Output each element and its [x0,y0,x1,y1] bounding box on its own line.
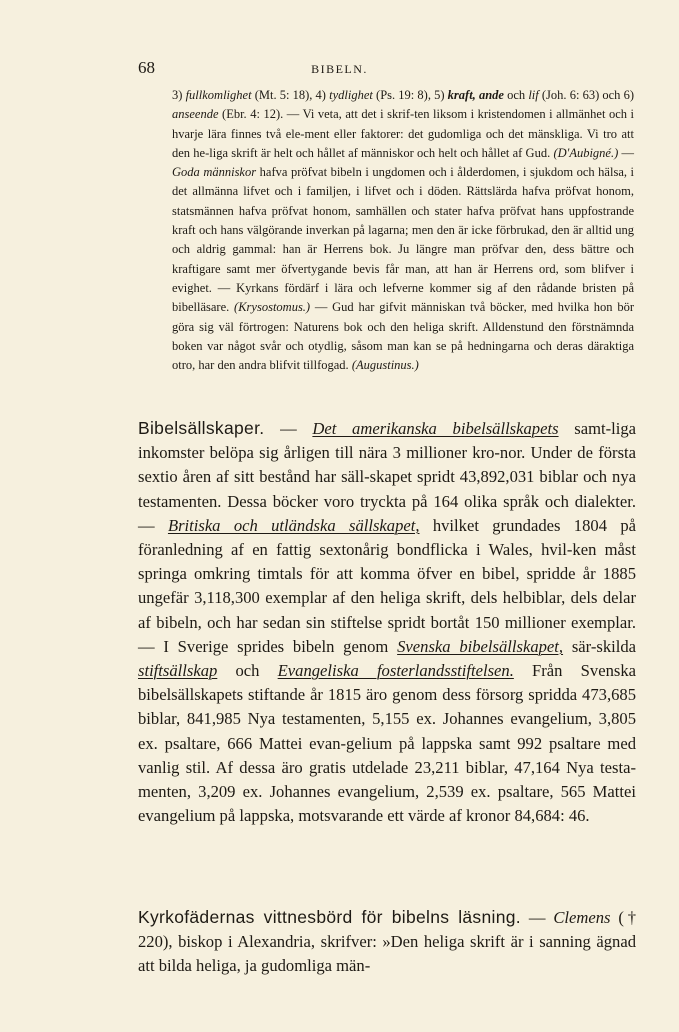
emphasis: stiftsällskap [138,661,218,681]
emphasis: lif [528,88,539,102]
text-run: hafva pröfvat bibeln i ungdomen och i ålderdomen, i sjukdom och hälsa, i det allmänna lifvet och i familjen, i lifvet och i döden. Rättslärda hafva pröfvat honom, statsmännen hafva pröfvat honom, samhällen och stater hafva pröfvat hans uppfostrande kraft och hans välgörande inverkan på lagarna; men den är icke förbrukad, den är alltid ung och aldrig gammal: han är Herrens bok. Ju längre man pröfvar den, dess bättre och kraftigare samt mer öfvertygande bevis får man, att han är Herrens ord, som blifver i evighet. — Kyrkans fördärf i lära och lefverne kommer sig af den rådande bristen på bibelläsare. [172,165,635,315]
text-run: hvilket grundades 1804 på föranledning af en fattig sextonårig bondflicka i Wales, hvil-ken måst springa omkring timtals för att komma öfver en bibel, spridde år 1885 ungefär 3,118,300 exemplar af den heliga skrift, dels helbiblar, dels delar af bibeln, och har sedan sin stiftelse spridt bortåt 150 millioner exemplar. — I Sverige sprides bibeln genom [138,515,636,656]
section-kyrkofaderna [138,905,636,979]
text-run: — [618,145,635,160]
attribution: (D'Aubigné.) [553,145,619,160]
text-run: — [264,419,313,438]
text-run: (Ps. 19: 8), 5) [372,88,448,102]
text-run: 3) [172,88,186,102]
section-heading: Kyrkofädernas vittnesbörd för bibelns läsning. [138,907,521,927]
section-paragraph [138,416,636,828]
text-run: (Mt. 5: 18), 4) [251,88,330,102]
attribution: (Krysostomus.) [234,300,311,315]
text-run: och [503,88,529,102]
emphasis: anseende [172,107,219,122]
text-run: samt-liga inkomster belöpa sig årligen till nära 3 millioner kro-nor. Under de första sextio åren af sitt bestånd har säll-skapet spridt 43,892,031 biblar och nya testamenten. Dessa böcker voro tryckta på 164 olika språk och dialekter. — [138,419,636,535]
emphasis: Evangeliska fosterlandsstiftelsen. [277,661,514,681]
quotation-block [172,86,634,375]
text-run: (Ebr. 4: 12). — Vi veta, att det i skrif-ten liksom i kristendomen i allmänhet och i hvarje lära finnes två ele-ment eller faktorer: det gudomliga och det mänskliga. Vi tro att den he-liga skrift är helt och hållet af människor och helt och hållet af Gud. [172,107,634,160]
attribution: (Augustinus.) [351,358,419,373]
running-head: BIBELN. [311,62,368,76]
text-run: — Gud har gifvit människan två böcker, med hvilka hon bör göra sig väl förtrogen: Naturens bok och den heliga skrift. Alldenstund den förstnämnda boken var något svår och otydlig, såsom man kan se på hedningarna och deras däraktiga otro, har den andra blifvit tillfogad. [172,300,634,373]
text-run: sär-skilda [563,636,637,656]
emphasis: Britiska och utländska sällskapet, [167,515,420,535]
page-number: 68 [138,58,155,77]
text-run: — [520,908,554,927]
text-run: (Joh. 6: 63) och 6) [538,88,634,102]
text-run: och [217,661,278,681]
emphasis: Goda människor [172,165,257,180]
emphasis: fullkomlighet [185,88,252,102]
section-paragraph [138,905,636,979]
section-bibelsallskaper [138,416,636,828]
emphasis: Svenska bibelsällskapet, [397,636,564,656]
quotation-paragraph [172,86,634,375]
emphasis: tydlighet [329,88,373,102]
emphasis: kraft, ande [447,88,504,102]
text-run: Från Svenska bibelsällskapets stiftande år 1815 äro genom dess försorg spridda 473,685 biblar, 841,985 Nya testamenten, 5,155 ex. Johannes evangelium, 3,805 ex. psaltare, 666 Mattei evan-gelium på lappska samt 992 psaltare med vanlig stil. Af dessa äro gratis utdelade 23,211 biblar, 47,164 Nya testa-menten, 3,209 ex. Johannes evangelium, 2,539 ex. psaltare, 565 Mattei evangelium på lappska, motsvarande ett värde af kronor 84,684: 46. [138,661,636,826]
emphasis: Det amerikanska bibelsällskapets [312,419,559,438]
text-run: († 220), biskop i Alexandria, skrifver: »Den heliga skrift är i sanning ägnad att bilda heliga, ja gudomliga män- [138,908,637,976]
section-heading: Bibelsällskaper. [138,418,265,438]
emphasis: Clemens [553,908,611,927]
